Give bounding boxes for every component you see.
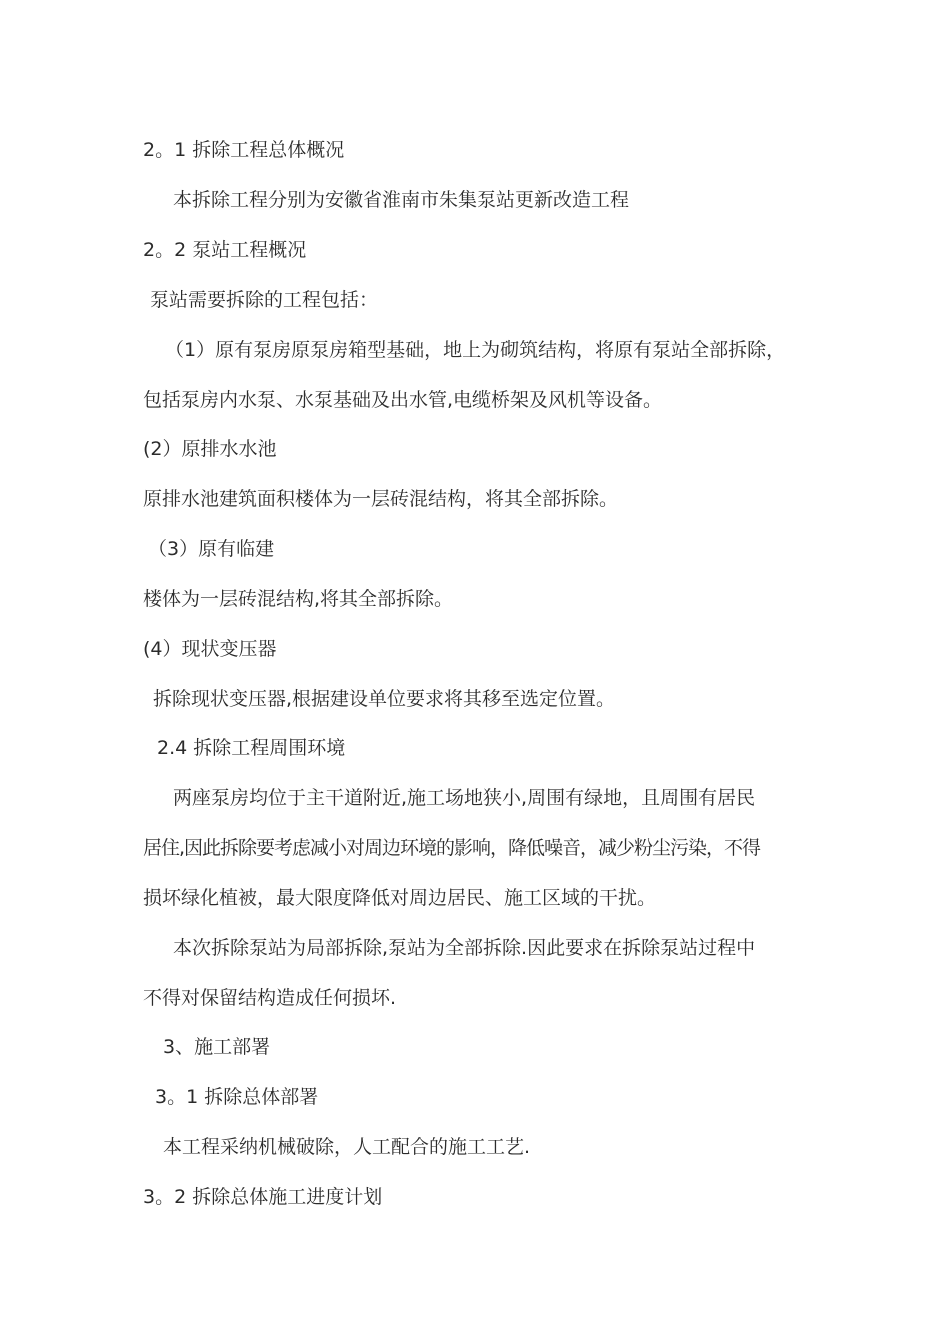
paragraph-line: 损坏绿化植被，最大限度降低对周边居民、施工区域的干扰。 (143, 887, 657, 909)
section-heading-3-1: 3。1 拆除总体部署 (155, 1086, 319, 1108)
paragraph-line: 泵站需要拆除的工程包括： (150, 289, 379, 311)
section-heading-3-2: 3。2 拆除总体施工进度计划 (143, 1186, 383, 1208)
section-heading-2-1: 2。1 拆除工程总体概况 (143, 139, 345, 161)
section-heading-2-2: 2。2 泵站工程概况 (143, 239, 307, 261)
paragraph-line: 本次拆除泵站为局部拆除,泵站为全部拆除.因此要求在拆除泵站过程中 (173, 937, 756, 959)
paragraph-line: 居住,因此拆除要考虑减小对周边环境的影响，降低噪音，减少粉尘污染，不得 (143, 837, 761, 859)
paragraph-line: 不得对保留结构造成任何损坏. (143, 987, 397, 1009)
paragraph-line: 本工程采纳机械破除，人工配合的施工工艺. (163, 1136, 531, 1158)
paragraph-line: 两座泵房均位于主干道附近,施工场地狭小,周围有绿地，且周围有居民 (173, 787, 756, 809)
paragraph-line: 拆除现状变压器,根据建设单位要求将其移至选定位置。 (153, 688, 616, 710)
list-item-1: （1）原有泵房原泵房箱型基础，地上为砌筑结构，将原有泵站全部拆除， (165, 339, 786, 361)
paragraph-line: 原排水池建筑面积楼体为一层砖混结构，将其全部拆除。 (143, 488, 619, 510)
section-heading-2-4: 2.4 拆除工程周围环境 (157, 737, 346, 759)
list-item-4: (4）现状变压器 (143, 638, 277, 660)
paragraph-line: 包括泵房内水泵、水泵基础及出水管,电缆桥架及风机等设备。 (143, 389, 663, 411)
list-item-3: （3）原有临建 (148, 538, 275, 560)
paragraph-line: 楼体为一层砖混结构,将其全部拆除。 (143, 588, 454, 610)
section-heading-3: 3、施工部署 (163, 1036, 271, 1058)
paragraph-line: 本拆除工程分别为安徽省淮南市朱集泵站更新改造工程 (173, 189, 630, 211)
list-item-2: (2）原排水水池 (143, 438, 277, 460)
